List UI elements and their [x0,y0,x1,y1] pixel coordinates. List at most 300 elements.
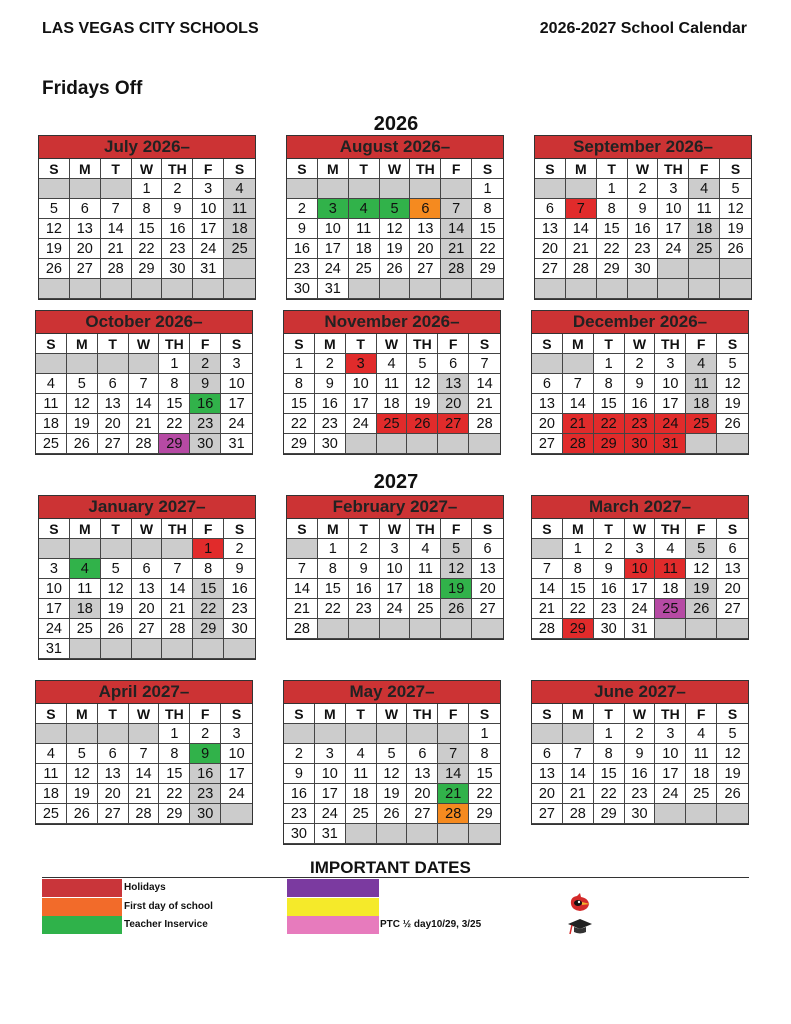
day-header: TH [410,159,441,179]
day-cell: 19 [686,579,717,599]
day-cell: 7 [441,199,472,219]
day-cell: 8 [193,559,224,579]
day-cell: 3 [221,354,252,374]
day-header: TH [407,704,438,724]
day-cell: 2 [349,539,380,559]
day-cell: 1 [472,179,503,199]
day-cell: 11 [346,764,377,784]
day-cell: 14 [101,219,132,239]
day-cell: 26 [717,414,748,434]
month-title: January 2027– [39,496,255,519]
month-title: April 2027– [36,681,252,704]
day-cell: 31 [625,619,656,639]
day-grid [535,159,751,299]
day-cell: 28 [162,619,193,639]
day-header: TH [162,159,193,179]
day-cell: 9 [625,374,656,394]
day-header: M [318,159,349,179]
day-cell: 12 [101,579,132,599]
day-cell: 11 [377,374,408,394]
day-cell: 22 [594,414,625,434]
day-cell: 7 [469,354,500,374]
day-cell: 21 [441,239,472,259]
day-cell: 5 [441,539,472,559]
day-cell: 14 [563,394,594,414]
month-calendar [38,495,256,660]
day-cell: 13 [98,764,129,784]
day-cell: 12 [380,219,411,239]
day-grid [36,334,252,454]
day-cell: 22 [563,599,594,619]
day-cell: 23 [349,599,380,619]
empty-cell [349,279,380,299]
empty-cell [349,179,380,199]
day-cell: 3 [315,744,346,764]
empty-cell [686,434,717,454]
day-header: W [129,704,160,724]
day-cell: 21 [438,784,469,804]
day-cell: 28 [129,434,160,454]
day-cell: 24 [346,414,377,434]
day-cell: 30 [190,434,221,454]
empty-cell [224,639,255,659]
day-cell: 12 [67,394,98,414]
day-header: S [472,519,503,539]
day-cell: 28 [287,619,318,639]
day-cell: 3 [221,724,252,744]
day-cell: 30 [628,259,659,279]
day-cell: 31 [318,279,349,299]
day-header: T [346,334,377,354]
day-cell: 24 [655,414,686,434]
day-header: S [532,334,563,354]
day-cell: 13 [410,219,441,239]
day-cell: 5 [717,354,748,374]
holidays-label: Holidays [124,882,166,893]
empty-cell [472,279,503,299]
day-header: S [535,159,566,179]
day-cell: 25 [655,599,686,619]
month-title: July 2026– [39,136,255,159]
day-cell: 12 [39,219,70,239]
cardinal-mascot-icon [568,892,592,919]
day-cell: 8 [284,374,315,394]
day-cell: 24 [193,239,224,259]
day-cell: 24 [658,239,689,259]
month-calendar [531,680,749,825]
empty-cell [70,639,101,659]
day-cell: 8 [597,199,628,219]
day-cell: 16 [287,239,318,259]
day-header: F [441,159,472,179]
day-cell: 29 [597,259,628,279]
day-header: M [566,159,597,179]
day-header: T [101,159,132,179]
day-cell: 1 [159,724,190,744]
day-cell: 15 [563,579,594,599]
day-cell: 27 [98,804,129,824]
day-cell: 12 [686,559,717,579]
day-cell: 10 [346,374,377,394]
day-cell: 29 [469,804,500,824]
empty-cell [224,259,255,279]
day-header: W [377,334,408,354]
empty-cell [655,804,686,824]
day-cell: 23 [284,804,315,824]
day-header: T [349,159,380,179]
day-cell: 30 [625,804,656,824]
day-header: M [563,704,594,724]
day-header: S [221,334,252,354]
day-cell: 23 [224,599,255,619]
day-cell: 14 [532,579,563,599]
day-cell: 28 [532,619,563,639]
empty-cell [407,724,438,744]
day-header: TH [159,334,190,354]
empty-cell [98,354,129,374]
day-cell: 5 [101,559,132,579]
day-cell: 1 [469,724,500,744]
day-cell: 22 [284,414,315,434]
day-header: W [625,334,656,354]
important-dates-divider [42,877,749,878]
month-calendar [534,135,752,300]
month-calendar [286,495,504,640]
day-cell: 1 [563,539,594,559]
day-grid [36,704,252,824]
day-cell: 24 [315,804,346,824]
day-cell: 2 [625,354,656,374]
day-cell: 28 [129,804,160,824]
day-cell: 24 [625,599,656,619]
day-cell: 8 [594,744,625,764]
day-cell: 31 [221,434,252,454]
day-cell: 7 [563,374,594,394]
day-cell: 27 [535,259,566,279]
day-cell: 15 [597,219,628,239]
day-cell: 16 [190,764,221,784]
day-cell: 13 [70,219,101,239]
month-calendar [531,495,749,640]
day-cell: 15 [159,394,190,414]
day-cell: 30 [224,619,255,639]
day-cell: 6 [532,744,563,764]
day-cell: 23 [287,259,318,279]
month-title: March 2027– [532,496,748,519]
day-cell: 18 [377,394,408,414]
day-cell: 18 [655,579,686,599]
day-cell: 2 [284,744,315,764]
day-cell: 4 [377,354,408,374]
day-cell: 24 [39,619,70,639]
day-cell: 13 [532,394,563,414]
month-calendar [283,680,501,845]
day-cell: 9 [162,199,193,219]
empty-cell [36,354,67,374]
day-cell: 4 [346,744,377,764]
empty-cell [346,724,377,744]
day-cell: 19 [380,239,411,259]
day-cell: 16 [224,579,255,599]
empty-cell [36,724,67,744]
day-cell: 25 [36,434,67,454]
day-cell: 4 [686,724,717,744]
empty-cell [132,539,163,559]
day-cell: 10 [221,744,252,764]
day-header: M [315,704,346,724]
day-header: W [377,704,408,724]
day-cell: 26 [686,599,717,619]
day-cell: 5 [67,744,98,764]
day-cell: 11 [349,219,380,239]
day-cell: 17 [658,219,689,239]
day-header: S [287,159,318,179]
day-cell: 21 [563,784,594,804]
day-cell: 6 [70,199,101,219]
day-header: T [101,519,132,539]
day-cell: 15 [159,764,190,784]
day-header: F [686,704,717,724]
day-cell: 15 [284,394,315,414]
day-cell: 16 [349,579,380,599]
day-cell: 3 [625,539,656,559]
day-cell: 27 [70,259,101,279]
day-header: S [717,704,748,724]
empty-cell [132,639,163,659]
day-header: M [563,334,594,354]
day-cell: 3 [658,179,689,199]
day-cell: 1 [159,354,190,374]
day-cell: 20 [535,239,566,259]
day-cell: 16 [628,219,659,239]
day-cell: 26 [101,619,132,639]
day-cell: 16 [625,764,656,784]
day-header: TH [655,704,686,724]
day-header: S [717,334,748,354]
day-cell: 26 [67,434,98,454]
day-cell: 4 [689,179,720,199]
empty-cell [39,179,70,199]
day-cell: 30 [162,259,193,279]
day-cell: 19 [441,579,472,599]
day-cell: 29 [563,619,594,639]
day-cell: 20 [717,579,748,599]
day-cell: 28 [566,259,597,279]
empty-cell [193,639,224,659]
day-header: T [346,704,377,724]
holiday-swatch [42,879,122,897]
year-2026-label: 2026 [373,113,419,135]
empty-cell [315,724,346,744]
day-header: S [284,704,315,724]
day-cell: 29 [284,434,315,454]
day-header: F [193,159,224,179]
day-cell: 21 [287,599,318,619]
day-cell: 11 [224,199,255,219]
empty-cell [686,804,717,824]
day-cell: 4 [410,539,441,559]
day-cell: 15 [193,579,224,599]
day-cell: 8 [132,199,163,219]
day-cell: 6 [535,199,566,219]
day-cell: 26 [441,599,472,619]
day-header: S [36,704,67,724]
day-header: TH [658,159,689,179]
empty-cell [287,179,318,199]
day-cell: 10 [658,199,689,219]
day-cell: 12 [720,199,751,219]
empty-cell [380,179,411,199]
day-cell: 31 [39,639,70,659]
day-cell: 14 [563,764,594,784]
day-cell: 29 [159,804,190,824]
day-header: S [284,334,315,354]
day-cell: 16 [315,394,346,414]
day-header: M [67,334,98,354]
day-header: W [380,159,411,179]
month-calendar [35,680,253,825]
empty-cell [346,824,377,844]
day-cell: 14 [438,764,469,784]
first-day-label: First day of school [124,901,213,912]
purple-swatch [287,879,379,897]
month-title: February 2027– [287,496,503,519]
empty-cell [717,619,748,639]
day-cell: 20 [532,414,563,434]
month-title: December 2026– [532,311,748,334]
day-cell: 9 [594,559,625,579]
day-cell: 22 [159,414,190,434]
inservice-label: Teacher Inservice [124,919,208,930]
day-header: F [689,159,720,179]
day-cell: 22 [469,784,500,804]
day-cell: 10 [193,199,224,219]
day-cell: 17 [655,764,686,784]
day-header: F [190,704,221,724]
day-cell: 14 [129,764,160,784]
day-cell: 22 [132,239,163,259]
day-cell: 12 [407,374,438,394]
day-cell: 8 [594,374,625,394]
day-cell: 17 [221,394,252,414]
day-cell: 26 [39,259,70,279]
empty-cell [162,639,193,659]
day-cell: 15 [594,394,625,414]
day-cell: 25 [36,804,67,824]
empty-cell [377,724,408,744]
day-cell: 3 [193,179,224,199]
day-cell: 18 [689,219,720,239]
day-header: W [129,334,160,354]
day-header: M [70,519,101,539]
page-subtitle: Fridays Off [42,78,143,99]
day-cell: 22 [318,599,349,619]
empty-cell [284,724,315,744]
day-cell: 11 [655,559,686,579]
day-grid [532,519,748,639]
day-cell: 25 [377,414,408,434]
day-header: M [70,159,101,179]
day-cell: 4 [70,559,101,579]
day-cell: 25 [224,239,255,259]
day-cell: 7 [129,744,160,764]
month-calendar [35,310,253,455]
day-cell: 8 [318,559,349,579]
day-cell: 20 [132,599,163,619]
day-cell: 21 [532,599,563,619]
day-cell: 6 [410,199,441,219]
day-cell: 26 [380,259,411,279]
empty-cell [597,279,628,299]
empty-cell [67,354,98,374]
day-cell: 10 [655,374,686,394]
day-cell: 5 [380,199,411,219]
empty-cell [410,179,441,199]
day-cell: 5 [67,374,98,394]
day-cell: 29 [193,619,224,639]
empty-cell [162,539,193,559]
day-cell: 15 [469,764,500,784]
day-cell: 18 [36,414,67,434]
day-cell: 2 [224,539,255,559]
day-cell: 7 [563,744,594,764]
day-header: S [224,159,255,179]
day-cell: 25 [689,239,720,259]
day-cell: 19 [101,599,132,619]
day-cell: 17 [193,219,224,239]
day-cell: 10 [318,219,349,239]
day-cell: 2 [162,179,193,199]
day-cell: 18 [410,579,441,599]
month-title: May 2027– [284,681,500,704]
day-cell: 20 [407,784,438,804]
empty-cell [469,824,500,844]
day-header: M [315,334,346,354]
day-cell: 13 [438,374,469,394]
day-cell: 23 [190,784,221,804]
day-header: S [532,704,563,724]
day-cell: 3 [346,354,377,374]
day-cell: 28 [438,804,469,824]
day-cell: 9 [224,559,255,579]
day-cell: 7 [162,559,193,579]
day-header: S [469,334,500,354]
empty-cell [438,434,469,454]
day-cell: 20 [532,784,563,804]
day-cell: 20 [98,784,129,804]
day-header: S [224,519,255,539]
day-cell: 17 [39,599,70,619]
day-cell: 19 [67,784,98,804]
day-cell: 14 [441,219,472,239]
day-header: W [625,519,656,539]
day-cell: 11 [689,199,720,219]
day-header: T [594,519,625,539]
day-cell: 25 [346,804,377,824]
month-calendar [531,310,749,455]
graduation-cap-icon [566,917,594,942]
day-cell: 16 [162,219,193,239]
day-cell: 4 [36,744,67,764]
empty-cell [67,724,98,744]
day-cell: 18 [36,784,67,804]
day-cell: 10 [315,764,346,784]
day-cell: 1 [132,179,163,199]
day-cell: 27 [132,619,163,639]
day-cell: 7 [129,374,160,394]
day-cell: 24 [380,599,411,619]
day-cell: 12 [717,374,748,394]
